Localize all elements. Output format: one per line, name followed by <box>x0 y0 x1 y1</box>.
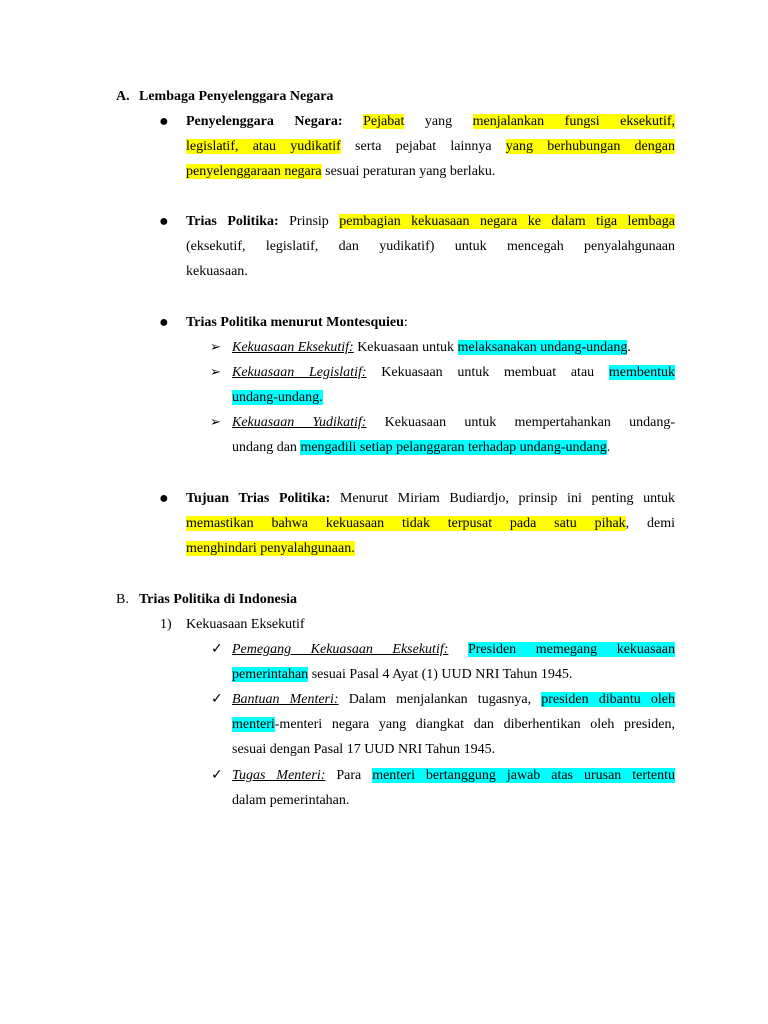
highlight-cyan: pemerintahan <box>232 667 309 682</box>
paragraph-line: kekuasaan. <box>186 264 248 279</box>
highlight-yellow: yang berhubungan dengan <box>505 139 675 154</box>
bullet-icon: ● <box>159 490 169 507</box>
subsection-heading: Kekuasaan Eksekutif <box>186 617 305 632</box>
paragraph-line <box>232 435 610 460</box>
highlight-yellow: legislatif, atau yudikatif <box>186 139 341 154</box>
text-run: -menteri negara yang diangkat dan diberhentikan oleh presiden, <box>274 717 675 732</box>
term-tujuan-trias-politika: Tujuan Trias Politika: <box>186 491 331 506</box>
highlight-yellow: menghindari penyalahgunaan. <box>186 541 355 556</box>
highlight-cyan: menteri bertanggung jawab atas urusan tertentu <box>372 768 675 783</box>
paragraph-line <box>186 511 675 536</box>
paragraph-line <box>186 134 675 159</box>
paragraph-line <box>232 763 675 788</box>
paragraph-line <box>232 687 675 712</box>
term-tugas-menteri: Tugas Menteri: <box>232 768 326 783</box>
text-run: undang dan <box>232 440 301 455</box>
paragraph-line <box>186 109 675 134</box>
subsection-marker: 1) <box>160 617 172 632</box>
text-run: yang <box>404 114 473 129</box>
paragraph-line <box>186 486 675 511</box>
highlight-cyan: undang-undang. <box>232 390 323 405</box>
term-kekuasaan-eksekutif: Kekuasaan Eksekutif: <box>232 340 354 355</box>
paragraph-line: sesuai dengan Pasal 17 UUD NRI Tahun 1945. <box>232 742 496 757</box>
paragraph-line <box>232 410 675 435</box>
arrow-bullet-icon: ➢ <box>210 365 221 380</box>
highlight-yellow: pembagian kekuasaan negara ke dalam tiga lembaga <box>339 214 675 229</box>
text-run: Para <box>325 768 373 783</box>
section-a-heading: Lembaga Penyelenggara Negara <box>139 89 334 104</box>
term-pemegang-kekuasaan-eksekutif: Pemegang Kekuasaan Eksekutif: <box>232 642 449 657</box>
highlight-cyan: melaksanakan undang-undang <box>457 340 628 355</box>
paragraph-line <box>232 335 631 360</box>
paragraph-line <box>186 536 355 561</box>
bullet-icon: ● <box>159 213 169 230</box>
arrow-bullet-icon: ➢ <box>210 340 221 355</box>
text-run: Menurut Miriam Budiardjo, prinsip ini penting untuk <box>330 491 675 506</box>
paragraph-line: (eksekutif, legislatif, dan yudikatif) untuk mencegah penyalahgunaan <box>186 239 675 254</box>
term-montesquieu: Trias Politika menurut Montesquieu <box>186 315 404 330</box>
highlight-yellow: Pejabat <box>363 114 405 129</box>
paragraph-line: dalam pemerintahan. <box>232 793 350 808</box>
text-run: . <box>606 440 611 455</box>
text-run: sesuai peraturan yang berlaku. <box>321 164 496 179</box>
paragraph-line <box>232 662 572 687</box>
highlight-cyan: membentuk <box>608 365 676 380</box>
paragraph-line <box>232 360 675 385</box>
text-run: Kekuasaan untuk mempertahankan undang- <box>366 415 675 430</box>
paragraph-line <box>186 209 675 234</box>
text-run: Prinsip <box>278 214 340 229</box>
highlight-cyan: menteri <box>232 717 275 732</box>
text-run: . <box>627 340 631 355</box>
term-penyelenggara-negara: Penyelenggara Negara: <box>186 114 343 129</box>
paragraph-line <box>186 159 495 184</box>
paragraph-line <box>232 385 323 410</box>
text-run: Kekuasaan untuk <box>353 340 458 355</box>
paragraph-line <box>186 310 408 335</box>
section-b-marker: B. <box>116 592 129 607</box>
paragraph-line <box>232 712 675 737</box>
section-b-heading: Trias Politika di Indonesia <box>139 592 298 607</box>
check-bullet-icon: ✓ <box>211 691 223 707</box>
text-run: : <box>403 315 408 330</box>
bullet-icon: ● <box>159 314 169 331</box>
bullet-icon: ● <box>159 113 169 130</box>
highlight-cyan: Presiden memegang kekuasaan <box>467 642 675 657</box>
text-run: sesuai Pasal 4 Ayat (1) UUD NRI Tahun 1945. <box>308 667 573 682</box>
highlight-yellow: penyelenggaraan negara <box>186 164 322 179</box>
term-trias-politika: Trias Politika: <box>186 214 279 229</box>
arrow-bullet-icon: ➢ <box>210 415 221 430</box>
highlight-cyan: presiden dibantu oleh <box>541 692 676 707</box>
check-bullet-icon: ✓ <box>211 641 223 657</box>
term-kekuasaan-yudikatif: Kekuasaan Yudikatif: <box>232 415 367 430</box>
text-run: Dalam menjalankan tugasnya, <box>338 692 542 707</box>
highlight-cyan: mengadili setiap pelanggaran terhadap undang-undang <box>300 440 607 455</box>
text-run: , demi <box>625 516 675 531</box>
check-bullet-icon: ✓ <box>211 767 223 783</box>
text-run: Kekuasaan untuk membuat atau <box>366 365 609 380</box>
highlight-yellow: menjalankan fungsi eksekutif, <box>472 114 675 129</box>
term-bantuan-menteri: Bantuan Menteri: <box>232 692 339 707</box>
text-run: serta pejabat lainnya <box>340 139 506 154</box>
term-kekuasaan-legislatif: Kekuasaan Legislatif: <box>232 365 367 380</box>
paragraph-line <box>232 637 675 662</box>
highlight-yellow: memastikan bahwa kekuasaan tidak terpusat pada satu pihak <box>186 516 626 531</box>
section-a-marker: A. <box>116 89 130 104</box>
